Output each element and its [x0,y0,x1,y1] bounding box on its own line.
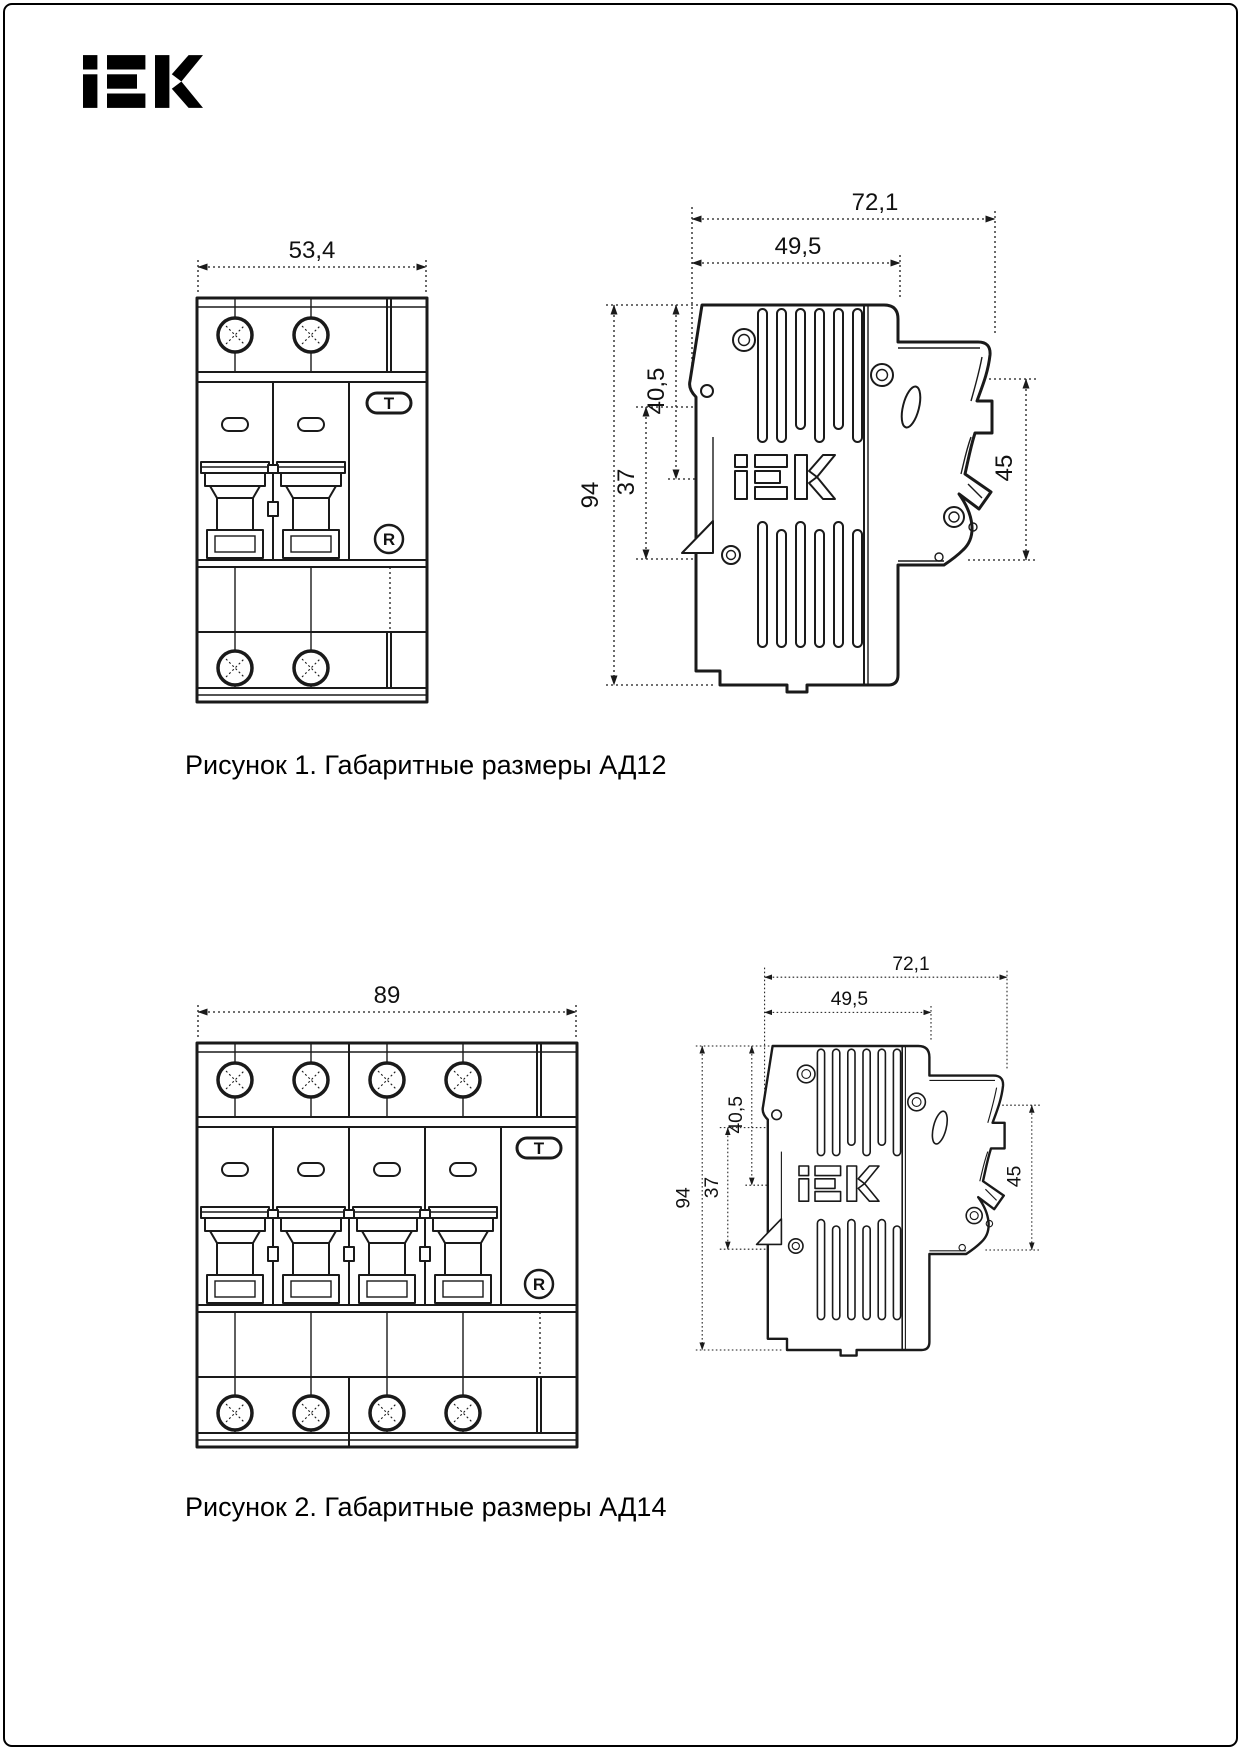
dim-label-45: 45 [1004,1165,1026,1188]
dim-label-49-5: 49,5 [830,989,869,1011]
logo-e-top [107,55,145,69]
test-button-label: T [383,394,395,413]
indicator-slot [374,1163,400,1176]
toggle-tie-bar [420,1247,430,1261]
fig1-caption: Рисунок 1. Габаритные размеры АД12 [185,750,667,780]
toggle-tie-bar [344,1247,354,1261]
reset-button [525,1270,553,1298]
toggle-tie-bar [344,1210,354,1218]
dim-label-37: 37 [702,1176,724,1199]
reset-button [375,525,403,553]
indicator-slot [450,1163,476,1176]
iek-logo [83,55,203,108]
logo-k-upper-arm [172,55,203,81]
toggle-tie-bar [268,465,278,473]
logo-i-stem [83,74,97,108]
toggle-tie-bar [268,1247,278,1261]
logo-k-stem [155,55,169,108]
dim-label-72-1: 72,1 [851,189,899,216]
logo-k-lower-arm [172,82,203,108]
dim-label-53-4: 53,4 [288,240,336,264]
reset-button-label: R [382,530,396,549]
dim-label-40-5: 40,5 [726,1096,748,1134]
dim-label-40-5: 40,5 [643,367,670,415]
indicator-slot [222,1163,248,1176]
dim-label-45: 45 [991,454,1018,482]
reset-button-label: R [532,1275,546,1294]
logo-e-mid [107,74,137,88]
indicator-slot [298,1163,324,1176]
fig2-caption: Рисунок 2. Габаритные размеры АД14 [185,1492,667,1522]
fig1-front-view [185,240,445,710]
toggle-tie-bar [420,1210,430,1218]
test-button-label: T [533,1139,545,1158]
toggle-tie-bar [268,502,278,516]
fig2-side-view [635,950,1059,1358]
dim-label-49-5: 49,5 [774,233,822,260]
fig1-side-view [530,185,1060,695]
indicator-slot [298,418,324,431]
fig1-front-dim-width [198,240,426,292]
dim-label-94: 94 [577,481,604,509]
logo-i-dot [83,55,97,69]
test-button [367,393,411,413]
fig2-front-view [185,985,595,1455]
toggle-tie-bar [268,1210,278,1218]
dim-label-72-1: 72,1 [892,954,930,975]
dim-label-89: 89 [373,985,401,1009]
indicator-slot [222,418,248,431]
logo-e-bottom [107,94,145,108]
fig2-front-dim-width [198,985,576,1037]
dim-label-94: 94 [673,1187,695,1209]
dim-label-37: 37 [613,468,640,496]
test-button [517,1138,561,1158]
